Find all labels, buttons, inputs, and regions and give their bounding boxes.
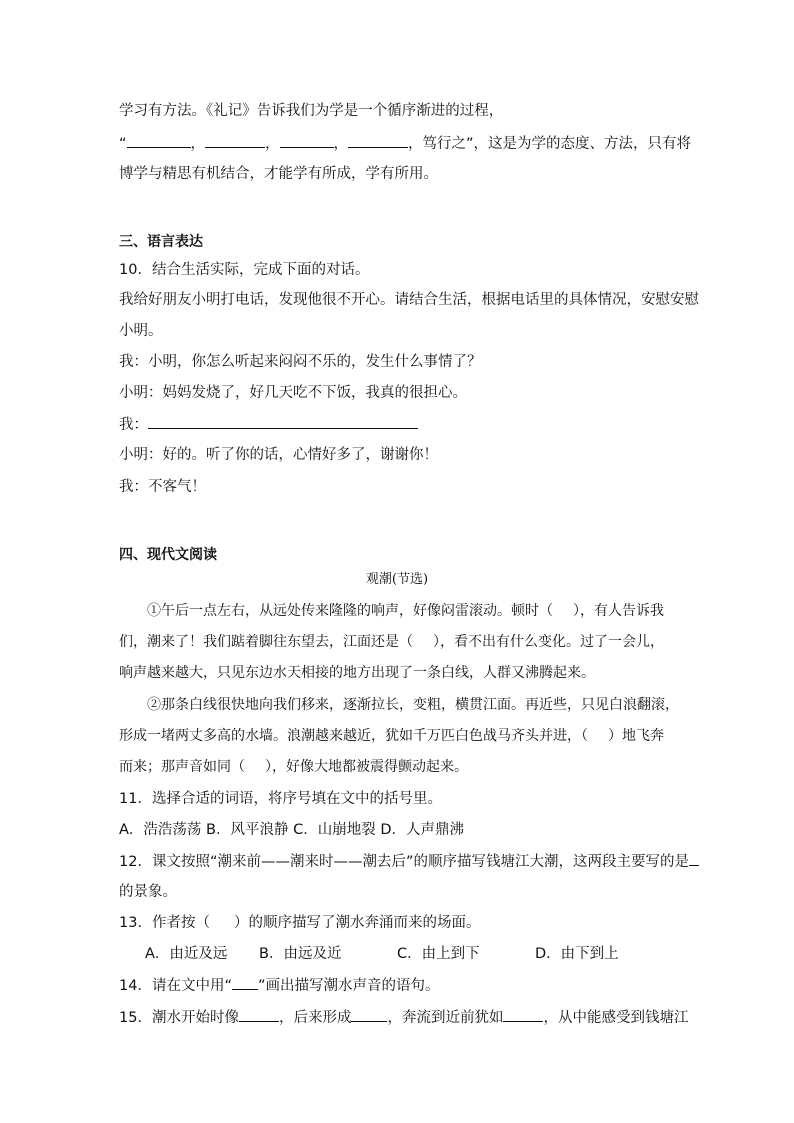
option-b[interactable]: B．由远及近 bbox=[259, 946, 342, 962]
fill-blank-line bbox=[119, 133, 691, 154]
dialogue-line: 我：小明，你怎么听起来闷闷不乐的，发生什么事情了？ bbox=[119, 354, 482, 370]
question-12 bbox=[119, 851, 699, 872]
speaker-label: 我： bbox=[119, 417, 148, 433]
underline-mark bbox=[232, 975, 258, 990]
question-text: 14．请在文中用“ bbox=[119, 978, 232, 994]
blank-2[interactable] bbox=[205, 133, 265, 148]
blank-1[interactable] bbox=[127, 133, 191, 148]
passage-text: ①午后一点左右，从远处传来隆隆的响声，好像闷雷滚动。顿时（ bbox=[147, 603, 553, 619]
passage-line bbox=[119, 632, 664, 652]
passage-text: 形成一堵两丈多高的水墙。浪潮越来越近，犹如千万匹白色战马齐头并进，（ bbox=[119, 728, 588, 744]
sentence-tail: ，笃行之”，这是为学的态度、方法，只有将 bbox=[408, 136, 692, 152]
question-text: 15．潮水开始时像 bbox=[119, 1010, 239, 1026]
open-quote: “ bbox=[119, 136, 127, 152]
passage-text: 们，潮来了！我们踮着脚往东望去，江面还是（ bbox=[119, 634, 413, 650]
comma: ， bbox=[190, 136, 206, 152]
passage-line bbox=[147, 601, 664, 621]
line-text: 博学与精思有机结合，才能学有所成，学有所用。 bbox=[119, 166, 438, 182]
dialogue-line: 小明：妈妈发烧了，好几天吃不下饭，我真的很担心。 bbox=[119, 385, 467, 401]
passage-text: ）地飞奔 bbox=[608, 728, 664, 744]
question-text: ）的顺序描写了潮水奔涌而来的场面。 bbox=[233, 915, 481, 931]
passage-text: ），好像大地都被震得颤动起来。 bbox=[265, 759, 468, 775]
question-12-cont: 的景象。 bbox=[119, 884, 177, 900]
passage-title: 观潮(节选) bbox=[365, 572, 429, 587]
text-line bbox=[119, 164, 438, 184]
passage-text: ），看不出有什么变化。过了一会儿， bbox=[433, 634, 664, 650]
blank-4[interactable] bbox=[348, 133, 408, 148]
dialogue-line: 小明：好的。听了你的话，心情好多了，谢谢你！ bbox=[119, 447, 438, 463]
answer-blank[interactable] bbox=[239, 1007, 279, 1022]
question-text: ，奔流到近前犹如 bbox=[387, 1010, 504, 1026]
line-text: 学习有方法。《礼记》告诉我们为学是一个循序渐进的过程， bbox=[119, 103, 504, 119]
text-line bbox=[119, 101, 503, 121]
passage-line bbox=[119, 726, 664, 746]
question-11: 11．选择合适的词语，将序号填在文中的括号里。 bbox=[119, 791, 442, 807]
question-text: ，从中能感受到钱塘江 bbox=[543, 1010, 689, 1026]
section-heading: 四、现代文阅读 bbox=[119, 547, 217, 563]
question-10: 10．结合生活实际，完成下面的对话。 bbox=[119, 262, 370, 278]
answer-blank[interactable] bbox=[689, 851, 699, 866]
answer-line bbox=[119, 414, 418, 435]
question-13-options bbox=[145, 944, 619, 964]
option-c[interactable]: C．由上到下 bbox=[397, 946, 480, 962]
passage-line: 响声越来越大，只见东边水天相接的地方出现了一条白线，人群又沸腾起来。 bbox=[119, 665, 595, 681]
question-text: ，后来形成 bbox=[278, 1010, 352, 1026]
question-13 bbox=[119, 913, 480, 933]
answer-blank[interactable] bbox=[503, 1007, 543, 1022]
comma: ， bbox=[333, 136, 349, 152]
option-a[interactable]: A．由近及远 bbox=[145, 946, 228, 962]
passage-text: ），有人告诉我 bbox=[573, 603, 664, 619]
dialogue-line: 我：不客气！ bbox=[119, 479, 206, 495]
instruction-line: 小明。 bbox=[119, 323, 163, 339]
passage-line: ②那条白线很快地向我们移来，逐渐拉长，变粗，横贯江面。再近些，只见白浪翻滚， bbox=[147, 697, 679, 713]
question-14 bbox=[119, 975, 439, 996]
answer-blank[interactable] bbox=[148, 414, 418, 429]
comma: ， bbox=[265, 136, 280, 152]
blank-3[interactable] bbox=[280, 133, 334, 148]
question-15 bbox=[119, 1007, 688, 1028]
passage-text: 而来；那声音如同（ bbox=[119, 759, 245, 775]
section-heading: 三、语言表达 bbox=[119, 234, 203, 250]
instruction-line: 我给好朋友小明打电话，发现他很不开心。请结合生活，根据电话里的具体情况，安慰安慰 bbox=[119, 292, 699, 308]
option-d[interactable]: D．由下到上 bbox=[535, 946, 619, 962]
answer-blank[interactable] bbox=[351, 1007, 387, 1022]
passage-line bbox=[119, 757, 468, 777]
question-text: 12．课文按照“潮来前——潮来时——潮去后”的顺序描写钱塘江大潮，这两段主要写的是 bbox=[119, 854, 689, 870]
question-11-options: A．浩浩荡荡 B．风平浪静 C．山崩地裂 D．人声鼎沸 bbox=[119, 822, 464, 838]
question-text: 13．作者按（ bbox=[119, 915, 210, 931]
question-text: ”画出描写潮水声音的语句。 bbox=[257, 978, 440, 994]
